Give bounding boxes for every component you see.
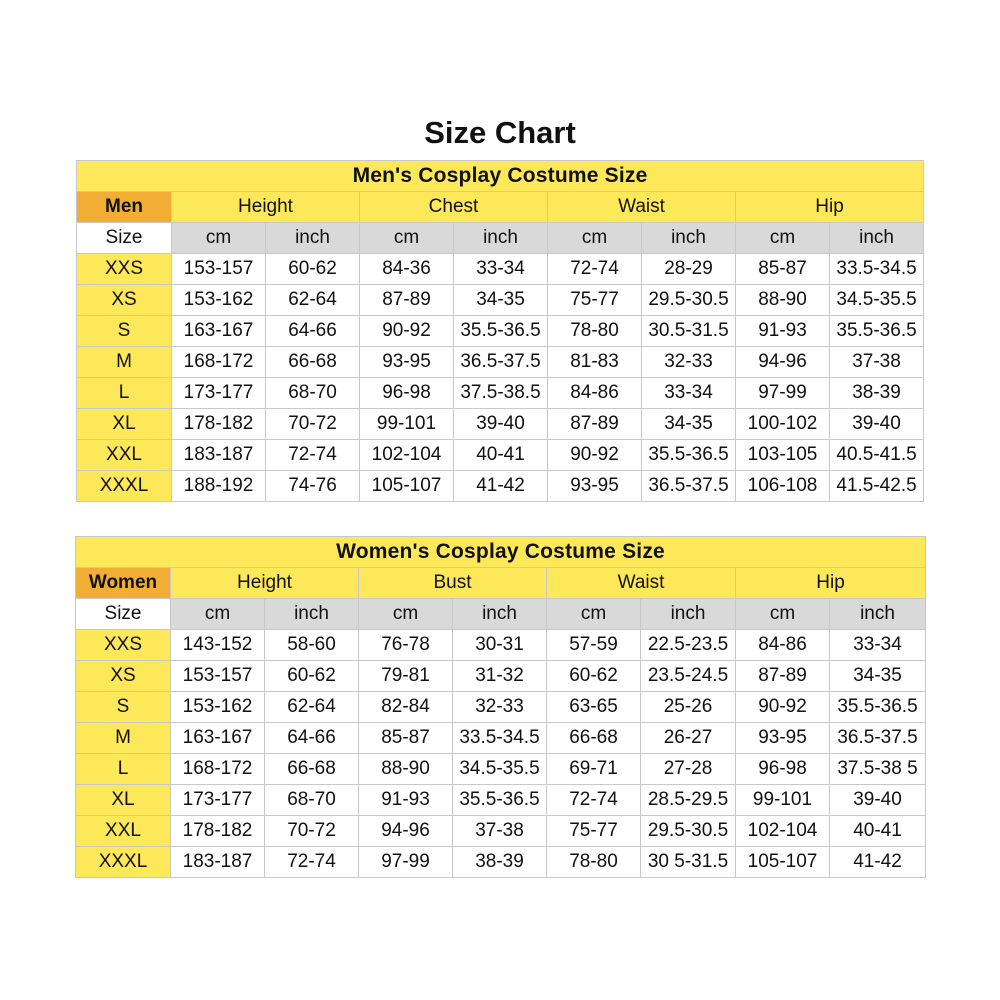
measurement-cell: 33-34 <box>454 254 548 285</box>
unit-header: cm <box>736 599 830 630</box>
measurement-cell: 70-72 <box>265 816 359 847</box>
measurement-cell: 102-104 <box>736 816 830 847</box>
size-label-cell: XXS <box>76 630 171 661</box>
unit-header: inch <box>641 599 736 630</box>
table-row <box>76 754 926 785</box>
size-column-header: Size <box>77 223 172 254</box>
measurement-cell: 76-78 <box>359 630 453 661</box>
measurement-cell: 87-89 <box>548 409 642 440</box>
measurement-cell: 58-60 <box>265 630 359 661</box>
measurement-cell: 88-90 <box>736 285 830 316</box>
size-label-cell: XL <box>77 409 172 440</box>
group-header: Height <box>171 568 359 599</box>
measurement-cell: 33.5-34.5 <box>830 254 924 285</box>
size-label-cell: XXS <box>77 254 172 285</box>
size-column-header: Size <box>76 599 171 630</box>
measurement-cell: 78-80 <box>547 847 641 878</box>
group-header: Bust <box>359 568 547 599</box>
women-group-header-row <box>76 568 926 599</box>
unit-header: inch <box>642 223 736 254</box>
measurement-cell: 40.5-41.5 <box>830 440 924 471</box>
measurement-cell: 68-70 <box>265 785 359 816</box>
measurement-cell: 57-59 <box>547 630 641 661</box>
measurement-cell: 40-41 <box>454 440 548 471</box>
measurement-cell: 72-74 <box>265 847 359 878</box>
measurement-cell: 35.5-36.5 <box>830 692 926 723</box>
unit-header: cm <box>548 223 642 254</box>
table-row <box>77 254 924 285</box>
measurement-cell: 41-42 <box>830 847 926 878</box>
measurement-cell: 37.5-38 5 <box>830 754 926 785</box>
size-label-cell: S <box>76 692 171 723</box>
measurement-cell: 90-92 <box>736 692 830 723</box>
measurement-cell: 99-101 <box>360 409 454 440</box>
measurement-cell: 25-26 <box>641 692 736 723</box>
measurement-cell: 32-33 <box>453 692 547 723</box>
group-header: Waist <box>548 192 736 223</box>
measurement-cell: 96-98 <box>360 378 454 409</box>
table-row <box>76 661 926 692</box>
measurement-cell: 39-40 <box>830 785 926 816</box>
measurement-cell: 105-107 <box>736 847 830 878</box>
measurement-cell: 34-35 <box>642 409 736 440</box>
size-label-cell: L <box>76 754 171 785</box>
measurement-cell: 183-187 <box>171 847 265 878</box>
measurement-cell: 22.5-23.5 <box>641 630 736 661</box>
measurement-cell: 66-68 <box>266 347 360 378</box>
unit-header: inch <box>265 599 359 630</box>
table-row <box>77 440 924 471</box>
measurement-cell: 81-83 <box>548 347 642 378</box>
men-banner-row <box>77 161 924 192</box>
women-corner-label: Women <box>76 568 171 599</box>
table-row <box>76 847 926 878</box>
unit-header: cm <box>171 599 265 630</box>
men-table-title: Men's Cosplay Costume Size <box>77 161 924 192</box>
measurement-cell: 93-95 <box>548 471 642 502</box>
measurement-cell: 178-182 <box>171 816 265 847</box>
measurement-cell: 168-172 <box>172 347 266 378</box>
unit-header: cm <box>172 223 266 254</box>
group-header: Hip <box>736 568 926 599</box>
measurement-cell: 85-87 <box>736 254 830 285</box>
measurement-cell: 26-27 <box>641 723 736 754</box>
table-row <box>76 692 926 723</box>
men-size-table <box>76 160 924 502</box>
men-group-header-row <box>77 192 924 223</box>
measurement-cell: 64-66 <box>266 316 360 347</box>
measurement-cell: 163-167 <box>172 316 266 347</box>
measurement-cell: 33-34 <box>642 378 736 409</box>
measurement-cell: 168-172 <box>171 754 265 785</box>
table-row <box>77 471 924 502</box>
measurement-cell: 37-38 <box>830 347 924 378</box>
measurement-cell: 39-40 <box>454 409 548 440</box>
size-label-cell: XXXL <box>76 847 171 878</box>
measurement-cell: 97-99 <box>736 378 830 409</box>
measurement-cell: 64-66 <box>265 723 359 754</box>
measurement-cell: 30.5-31.5 <box>642 316 736 347</box>
women-banner-row <box>76 537 926 568</box>
measurement-cell: 85-87 <box>359 723 453 754</box>
measurement-cell: 90-92 <box>360 316 454 347</box>
measurement-cell: 106-108 <box>736 471 830 502</box>
measurement-cell: 35.5-36.5 <box>454 316 548 347</box>
measurement-cell: 72-74 <box>548 254 642 285</box>
measurement-cell: 78-80 <box>548 316 642 347</box>
size-label-cell: M <box>76 723 171 754</box>
measurement-cell: 35.5-36.5 <box>830 316 924 347</box>
measurement-cell: 94-96 <box>736 347 830 378</box>
table-row <box>76 785 926 816</box>
group-header: Height <box>172 192 360 223</box>
unit-header: cm <box>360 223 454 254</box>
unit-header: inch <box>454 223 548 254</box>
measurement-cell: 38-39 <box>830 378 924 409</box>
measurement-cell: 62-64 <box>266 285 360 316</box>
table-row <box>77 285 924 316</box>
measurement-cell: 32-33 <box>642 347 736 378</box>
measurement-cell: 153-157 <box>172 254 266 285</box>
unit-header: inch <box>266 223 360 254</box>
table-row <box>76 630 926 661</box>
measurement-cell: 91-93 <box>359 785 453 816</box>
measurement-cell: 41-42 <box>454 471 548 502</box>
measurement-cell: 173-177 <box>171 785 265 816</box>
women-size-table <box>75 536 926 878</box>
measurement-cell: 36.5-37.5 <box>642 471 736 502</box>
measurement-cell: 94-96 <box>359 816 453 847</box>
measurement-cell: 34-35 <box>454 285 548 316</box>
measurement-cell: 74-76 <box>266 471 360 502</box>
measurement-cell: 62-64 <box>265 692 359 723</box>
measurement-cell: 27-28 <box>641 754 736 785</box>
men-unit-header-row <box>77 223 924 254</box>
measurement-cell: 63-65 <box>547 692 641 723</box>
measurement-cell: 84-86 <box>736 630 830 661</box>
measurement-cell: 90-92 <box>548 440 642 471</box>
measurement-cell: 153-162 <box>172 285 266 316</box>
measurement-cell: 100-102 <box>736 409 830 440</box>
measurement-cell: 91-93 <box>736 316 830 347</box>
measurement-cell: 23.5-24.5 <box>641 661 736 692</box>
table-row <box>77 409 924 440</box>
unit-header: cm <box>547 599 641 630</box>
measurement-cell: 87-89 <box>736 661 830 692</box>
measurement-cell: 97-99 <box>359 847 453 878</box>
measurement-cell: 35.5-36.5 <box>453 785 547 816</box>
table-row <box>77 316 924 347</box>
women-unit-header-row <box>76 599 926 630</box>
measurement-cell: 34-35 <box>830 661 926 692</box>
measurement-cell: 37-38 <box>453 816 547 847</box>
measurement-cell: 103-105 <box>736 440 830 471</box>
measurement-cell: 41.5-42.5 <box>830 471 924 502</box>
measurement-cell: 93-95 <box>736 723 830 754</box>
measurement-cell: 68-70 <box>266 378 360 409</box>
measurement-cell: 143-152 <box>171 630 265 661</box>
measurement-cell: 29.5-30.5 <box>642 285 736 316</box>
group-header: Chest <box>360 192 548 223</box>
measurement-cell: 84-86 <box>548 378 642 409</box>
measurement-cell: 163-167 <box>171 723 265 754</box>
table-row <box>76 723 926 754</box>
measurement-cell: 60-62 <box>266 254 360 285</box>
men-corner-label: Men <box>77 192 172 223</box>
measurement-cell: 60-62 <box>547 661 641 692</box>
measurement-cell: 60-62 <box>265 661 359 692</box>
measurement-cell: 39-40 <box>830 409 924 440</box>
unit-header: cm <box>736 223 830 254</box>
measurement-cell: 33-34 <box>830 630 926 661</box>
measurement-cell: 36.5-37.5 <box>454 347 548 378</box>
size-label-cell: XXL <box>76 816 171 847</box>
group-header: Hip <box>736 192 924 223</box>
measurement-cell: 28-29 <box>642 254 736 285</box>
measurement-cell: 93-95 <box>360 347 454 378</box>
measurement-cell: 88-90 <box>359 754 453 785</box>
measurement-cell: 37.5-38.5 <box>454 378 548 409</box>
measurement-cell: 31-32 <box>453 661 547 692</box>
measurement-cell: 99-101 <box>736 785 830 816</box>
measurement-cell: 75-77 <box>548 285 642 316</box>
measurement-cell: 40-41 <box>830 816 926 847</box>
size-label-cell: XXXL <box>77 471 172 502</box>
measurement-cell: 66-68 <box>265 754 359 785</box>
measurement-cell: 96-98 <box>736 754 830 785</box>
measurement-cell: 79-81 <box>359 661 453 692</box>
measurement-cell: 34.5-35.5 <box>453 754 547 785</box>
size-label-cell: XL <box>76 785 171 816</box>
size-label-cell: S <box>77 316 172 347</box>
measurement-cell: 72-74 <box>266 440 360 471</box>
size-label-cell: XXL <box>77 440 172 471</box>
table-row <box>76 816 926 847</box>
measurement-cell: 30-31 <box>453 630 547 661</box>
measurement-cell: 188-192 <box>172 471 266 502</box>
table-row <box>77 347 924 378</box>
measurement-cell: 87-89 <box>360 285 454 316</box>
measurement-cell: 105-107 <box>360 471 454 502</box>
measurement-cell: 72-74 <box>547 785 641 816</box>
unit-header: cm <box>359 599 453 630</box>
size-label-cell: L <box>77 378 172 409</box>
page-title: Size Chart <box>424 115 576 150</box>
measurement-cell: 38-39 <box>453 847 547 878</box>
measurement-cell: 28.5-29.5 <box>641 785 736 816</box>
measurement-cell: 33.5-34.5 <box>453 723 547 754</box>
unit-header: inch <box>453 599 547 630</box>
measurement-cell: 173-177 <box>172 378 266 409</box>
group-header: Waist <box>547 568 736 599</box>
measurement-cell: 84-36 <box>360 254 454 285</box>
measurement-cell: 66-68 <box>547 723 641 754</box>
measurement-cell: 153-162 <box>171 692 265 723</box>
table-row <box>77 378 924 409</box>
measurement-cell: 153-157 <box>171 661 265 692</box>
measurement-cell: 183-187 <box>172 440 266 471</box>
size-label-cell: M <box>77 347 172 378</box>
unit-header: inch <box>830 223 924 254</box>
women-table-title: Women's Cosplay Costume Size <box>76 537 926 568</box>
measurement-cell: 29.5-30.5 <box>641 816 736 847</box>
measurement-cell: 30 5-31.5 <box>641 847 736 878</box>
measurement-cell: 69-71 <box>547 754 641 785</box>
measurement-cell: 82-84 <box>359 692 453 723</box>
measurement-cell: 34.5-35.5 <box>830 285 924 316</box>
size-label-cell: XS <box>76 661 171 692</box>
size-label-cell: XS <box>77 285 172 316</box>
measurement-cell: 102-104 <box>360 440 454 471</box>
measurement-cell: 70-72 <box>266 409 360 440</box>
unit-header: inch <box>830 599 926 630</box>
measurement-cell: 178-182 <box>172 409 266 440</box>
measurement-cell: 35.5-36.5 <box>642 440 736 471</box>
measurement-cell: 75-77 <box>547 816 641 847</box>
measurement-cell: 36.5-37.5 <box>830 723 926 754</box>
